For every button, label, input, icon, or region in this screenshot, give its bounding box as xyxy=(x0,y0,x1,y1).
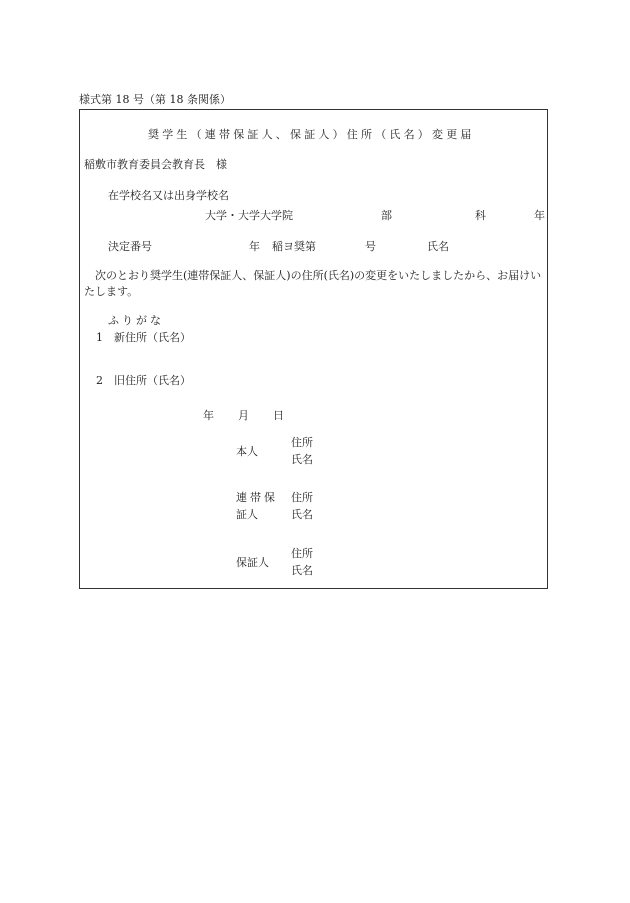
form-frame xyxy=(79,109,548,589)
signer-role: 本人 xyxy=(236,445,258,458)
date-day: 日 xyxy=(273,409,284,422)
signer-name-label: 氏名 xyxy=(291,564,313,577)
form-number-label: 様式第 18 号（第 18 条関係） xyxy=(79,93,231,106)
signer-role: 連帯保 xyxy=(236,491,278,504)
addressee: 稲敷市教育委員会教育長 様 xyxy=(84,158,227,171)
signer-address-label: 住所 xyxy=(291,547,313,560)
school-course: 科 xyxy=(475,209,486,222)
form-title: 奨学生（連帯保証人、保証人）住所（氏名）変更届 xyxy=(148,128,475,141)
signer-role: 保証人 xyxy=(236,556,269,569)
decision-number-label: 決定番号 xyxy=(108,240,152,253)
item-number: 2 xyxy=(96,374,103,387)
item-number: 1 xyxy=(96,331,103,344)
signer-address-label: 住所 xyxy=(291,491,313,504)
decision-year: 年 xyxy=(249,240,260,253)
school-year: 年 xyxy=(534,209,545,222)
signer-name-label: 氏名 xyxy=(291,453,313,466)
decision-number-suffix: 号 xyxy=(365,240,376,253)
signer-address-label: 住所 xyxy=(291,436,313,449)
school-name-label: 在学校名又は出身学校名 xyxy=(108,189,229,202)
decision-prefix: 稲ヨ奨第 xyxy=(272,240,316,253)
new-address-label: 新住所（氏名） xyxy=(114,331,191,344)
date-month: 月 xyxy=(238,409,249,422)
signer-name-label: 氏名 xyxy=(291,508,313,521)
old-address-label: 旧住所（氏名） xyxy=(114,374,191,387)
decision-name-label: 氏名 xyxy=(427,240,449,253)
school-type: 大学・大学大学院 xyxy=(205,209,293,222)
body-text: 次のとおり奨学生(連帯保証人、保証人)の住所(氏名)の変更をいたしましたから、お届けいたします。 xyxy=(84,269,542,298)
date-year: 年 xyxy=(203,409,214,422)
signer-role: 証人 xyxy=(236,508,258,521)
furigana-label: ふりがな xyxy=(108,314,164,327)
school-dept: 部 xyxy=(381,209,392,222)
